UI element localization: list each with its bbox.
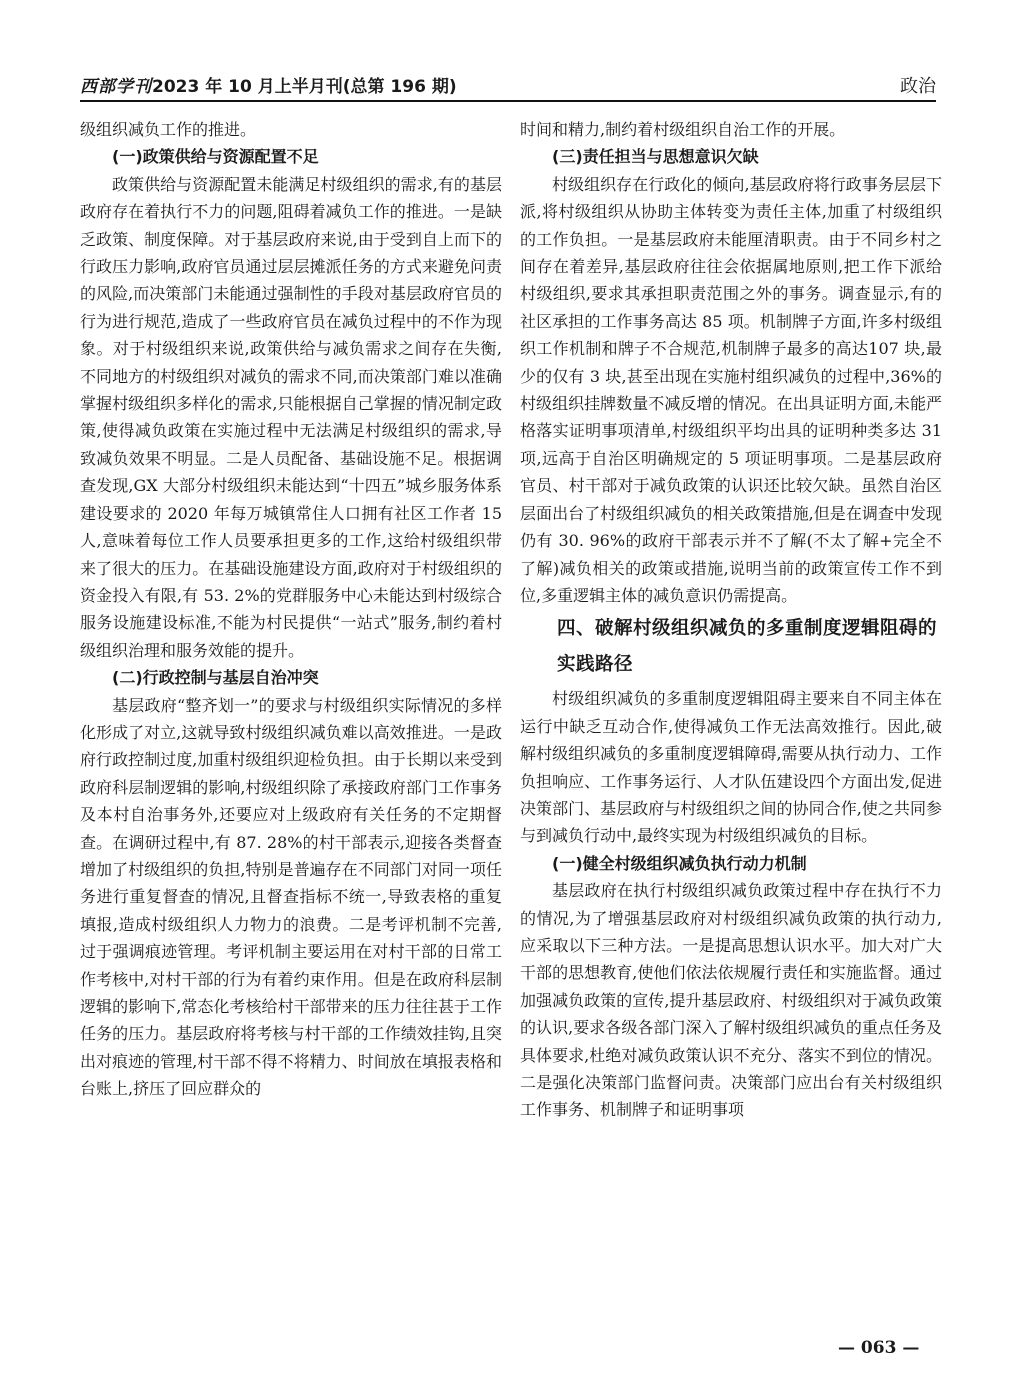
paragraph: 基层政府在执行村级组织减负政策过程中存在执行不力的情况,为了增强基层政府对村级组织减负政策的执行动力,应采取以下三种方法。一是提高思想认识水平。加大对广大干部的思想教育,使他们依法依规履行责任和实施监督。通过加强减负政策的宣传,提升基层政府、村级组织对于减负政策的认识,要求各级各部门深入了解村级组织减负的重点任务及具体要求,杜绝对减负政策认识不充分、落实不到位的情况。二是强化决策部门监督问责。决策部门应出台有关村级组织工作事务、机制牌子和证明事项 (520, 881, 942, 1120)
paragraph: 政策供给与资源配置未能满足村级组织的需求,有的基层政府存在着执行不力的问题,阻碍着减负工作的推进。一是缺乏政策、制度保障。对于基层政府来说,由于受到自上而下的行政压力影响,政府官员通过层层摊派任务的方式来避免问责的风险,而决策部门未能通过强制性的手段对基层政府官员的行为进行规范,造成了一些政府官员在减负过程中的不作为现象。对于村级组织来说,政策供给与减负需求之间存在失衡,不同地方的村级组织对减负的需求不同,而决策部门难以准确掌握村级组织多样化的需求,只能根据自己掌握的情况制定政策,使得减负政策在实施过程中无法满足村级组织的需求,导致减负效果不明显。二是人员配备、基础设施不足。根据调查发现,GX 大部分村级组织未能达到“十四五”城乡服务体系建设要求的 2020 年每万城镇常住人口拥有社区工作者 15 人,意味着每位工作人员要承担更多的工作,这给村级组织带来了很大的压力。在基础设施建设方面,政府对于村级组织的资金投入有限,有 53. 2%的党群服务中心未能达到村级综合服务设施建设标准,不能为村民提供“一站式”服务,制约着村级组织治理和服务效能的提升。 (80, 174, 502, 660)
paragraph: 级组织减负工作的推进。 (80, 120, 257, 139)
subheading: (三)责任担当与思想意识欠缺 (552, 147, 759, 167)
page-header (80, 70, 936, 102)
journal-masthead (80, 72, 457, 97)
section-label: 政治 (900, 76, 936, 97)
left-column (80, 116, 502, 1336)
page-number: — 063 — (838, 1338, 920, 1358)
paragraph: 基层政府“整齐划一”的要求与村级组织实际情况的多样化形成了对立,这就导致村级组织减负难以高效推进。一是政府行政控制过度,加重村级组织迎检负担。由于长期以来受到政府科层制逻辑的影响,村级组织除了承接政府部门工作事务及本村自治事务外,还要应对上级政府有关任务的不定期督查。在调研过程中,有 87. 28%的村干部表示,迎接各类督查增加了村级组织的负担,特别是普遍存在不同部门对同一项任务进行重复督查的情况,且督查指标不统一,导致表格的重复填报,造成村级组织人力物力的浪费。二是考评机制不完善,过于强调痕迹管理。考评机制主要运用在对村干部的日常工作考核中,对村干部的行为有着约束作用。但是在政府科层制逻辑的影响下,常态化考核给村干部带来的压力往往甚于工作任务的压力。基层政府将考核与村干部的工作绩效挂钩,且突出对痕迹的管理,村干部不得不将精力、时间放在填报表格和台账上,挤压了回应群众的 (80, 695, 502, 1099)
subheading: (二)行政控制与基层自治冲突 (112, 668, 319, 688)
issue-info: 2023 年 10 月上半月刊(总第 196 期) (152, 77, 457, 97)
right-column (520, 116, 942, 1336)
journal-logo: 西部学刊 (80, 77, 152, 97)
paragraph: 村级组织减负的多重制度逻辑阻碍主要来自不同主体在运行中缺乏互动合作,使得减负工作无法高效推行。因此,破解村级组织减负的多重制度逻辑障碍,需要从执行动力、工作负担响应、工作事务运行、人才队伍建设四个方面出发,促进决策部门、基层政府与村级组织之间的协同合作,使之共同参与到减负行动中,最终实现为村级组织减负的目标。 (520, 689, 942, 846)
paragraph: 时间和精力,制约着村级组织自治工作的开展。 (520, 120, 846, 139)
subheading: (一)健全村级组织减负执行动力机制 (552, 853, 807, 873)
subheading: (一)政策供给与资源配置不足 (112, 147, 319, 167)
section-title: 四、破解村级组织减负的多重制度逻辑阻碍的实践路径 (557, 618, 938, 676)
paragraph: 村级组织存在行政化的倾向,基层政府将行政事务层层下派,将村级组织从协助主体转变为责任主体,加重了村级组织的工作负担。一是基层政府未能厘清职责。由于不同乡村之间存在着差异,基层政府往往会依据属地原则,把工作下派给村级组织,要求其承担职责范围之外的事务。调查显示,有的社区承担的工作事务高达 85 项。机制牌子方面,许多村级组织工作机制和牌子不合规范,机制牌子最多的高达107 块,最少的仅有 3 块,甚至出现在实施村组织减负的过程中,36%的村级组织挂牌数量不减反增的情况。在出具证明方面,未能严格落实证明事项清单,村级组织平均出具的证明种类多达 31 项,远高于自治区明确规定的 5 项证明事项。二是基层政府官员、村干部对于减负政策的认识还比较欠缺。虽然自治区层面出台了村级组织减负的相关政策措施,但是在调查中发现仍有 30. 96%的政府干部表示并不了解(不太了解+完全不了解)减负相关的政策或措施,说明当前的政策宣传工作不到位,多重逻辑主体的减负意识仍需提高。 (520, 174, 942, 605)
